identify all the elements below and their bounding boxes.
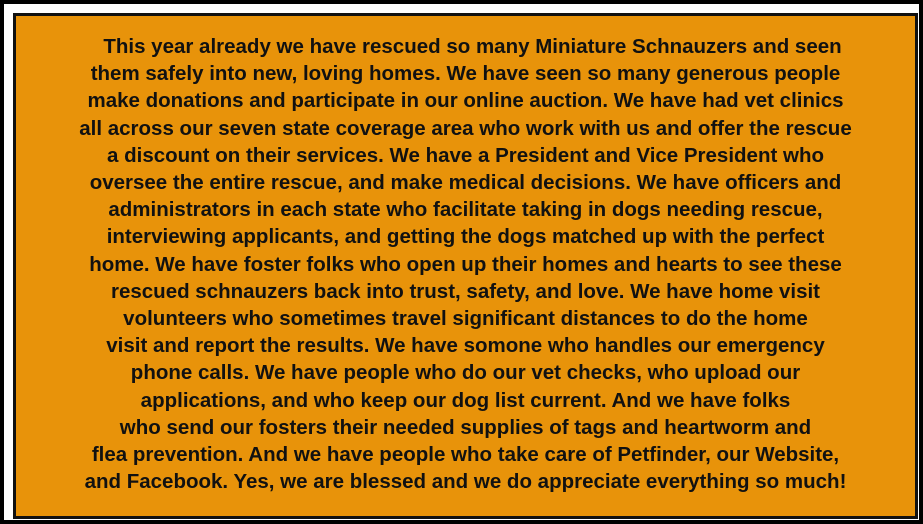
thank-you-message xyxy=(16,33,915,495)
message-line-9: home. We have foster folks who open up their homes and hearts to see these xyxy=(89,252,842,276)
message-line-5: a discount on their services. We have a President and Vice President who xyxy=(107,143,824,167)
outer-frame xyxy=(4,4,919,520)
message-line-4: all across our seven state coverage area who work with us and offer the rescue xyxy=(79,116,852,140)
message-line-11: volunteers who sometimes travel significant distances to do the home xyxy=(123,307,808,331)
message-line-10: rescued schnauzers back into trust, safety, and love. We have home visit xyxy=(110,279,820,303)
message-line-13: phone calls. We have people who do our vet checks, who upload our xyxy=(130,361,801,385)
message-panel xyxy=(13,13,918,519)
message-line-6: oversee the entire rescue, and make medical decisions. We have officers and xyxy=(89,171,842,195)
message-line-1: This year already we have rescued so many Miniature Schnauzers and seen xyxy=(103,35,842,58)
message-line-15: who send our fosters their needed supplies of tags and heartworm and xyxy=(119,415,812,439)
message-line-2: them safely into new, loving homes. We have seen so many generous people xyxy=(90,62,841,86)
message-line-14: applications, and who keep our dog list current. And we have folks xyxy=(140,388,791,412)
message-line-16: flea prevention. And we have people who take care of Petfinder, our Website, xyxy=(91,443,840,467)
message-line-3: make donations and participate in our online auction. We have had vet clinics xyxy=(87,89,844,113)
message-line-7: administrators in each state who facilitate taking in dogs needing rescue, xyxy=(108,198,823,222)
message-line-12: visit and report the results. We have somone who handles our emergency xyxy=(106,334,825,358)
message-line-17: and Facebook. Yes, we are blessed and we do appreciate everything so much! xyxy=(84,470,847,494)
message-line-8: interviewing applicants, and getting the dogs matched up with the perfect xyxy=(106,225,825,249)
